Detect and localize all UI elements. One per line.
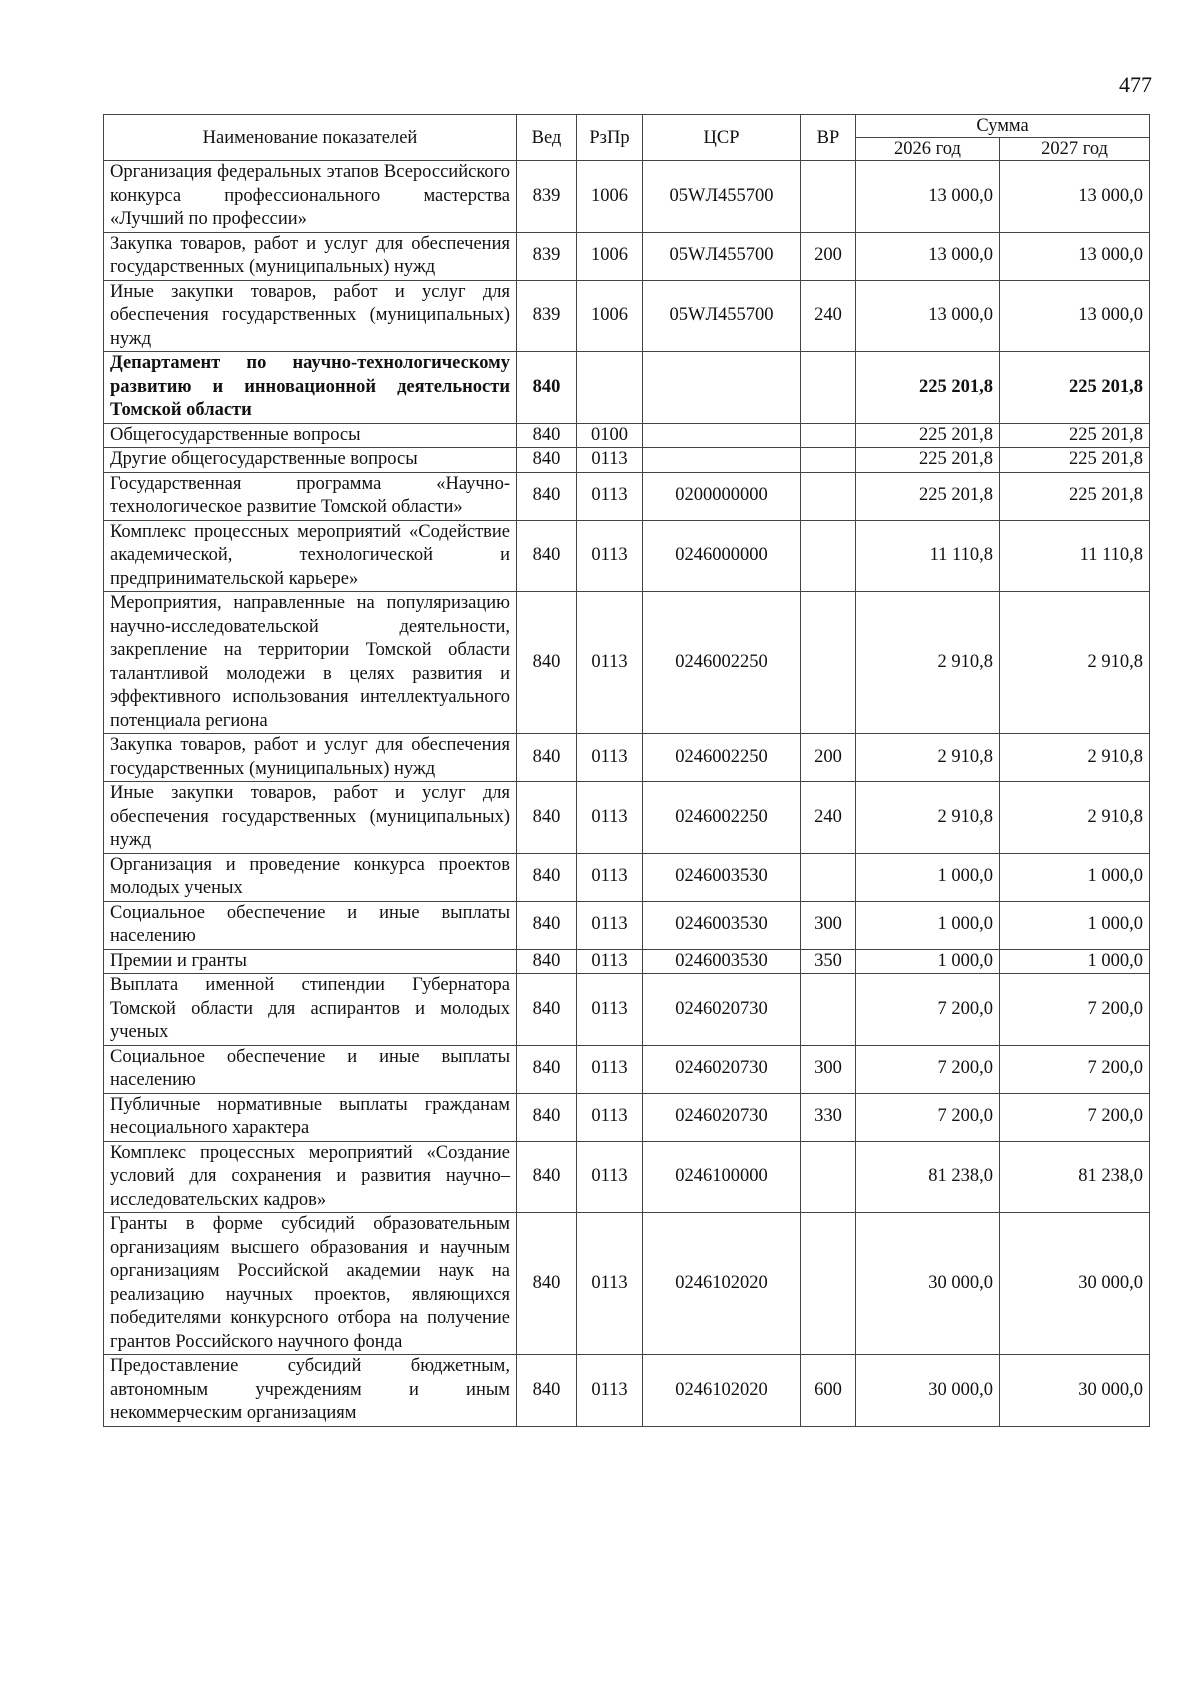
cell-csr: 0200000000 — [643, 472, 801, 520]
cell-name: Комплекс процессных мероприятий «Содействие академической, технологической и предпринимательской карьере» — [104, 520, 517, 592]
cell-vr — [801, 1141, 856, 1213]
cell-sum-2027: 225 201,8 — [1000, 423, 1150, 448]
cell-name: Другие общегосударственные вопросы — [104, 448, 517, 473]
cell-sum-2027: 30 000,0 — [1000, 1355, 1150, 1427]
cell-ved: 840 — [517, 423, 577, 448]
cell-name: Закупка товаров, работ и услуг для обеспечения государственных (муниципальных) нужд — [104, 232, 517, 280]
cell-vr: 240 — [801, 782, 856, 854]
cell-sum-2027: 1 000,0 — [1000, 901, 1150, 949]
cell-name: Гранты в форме субсидий образовательным организациям высшего образования и научным организациям Российской академии наук на реализацию научных проектов, являющихся победителями конкурсного отбора на получение грантов Российского научного фонда — [104, 1213, 517, 1355]
cell-rzpr: 0113 — [577, 1141, 643, 1213]
cell-ved: 840 — [517, 1093, 577, 1141]
cell-name: Премии и гранты — [104, 949, 517, 974]
table-row — [104, 901, 1150, 949]
cell-ved: 840 — [517, 472, 577, 520]
cell-vr — [801, 1213, 856, 1355]
cell-sum-2026: 225 201,8 — [856, 352, 1000, 424]
cell-ved: 840 — [517, 1141, 577, 1213]
cell-ved: 840 — [517, 974, 577, 1046]
cell-sum-2027: 7 200,0 — [1000, 1093, 1150, 1141]
cell-vr: 600 — [801, 1355, 856, 1427]
header-sum: Сумма — [856, 115, 1150, 138]
cell-ved: 840 — [517, 352, 577, 424]
cell-sum-2026: 30 000,0 — [856, 1355, 1000, 1427]
header-year-2027: 2027 год — [1000, 138, 1150, 161]
cell-csr: 0246003530 — [643, 901, 801, 949]
table-row — [104, 1213, 1150, 1355]
cell-name: Предоставление субсидий бюджетным, автономным учреждениям и иным некоммерческим организациям — [104, 1355, 517, 1427]
table-row — [104, 352, 1150, 424]
cell-vr — [801, 161, 856, 233]
cell-csr: 0246102020 — [643, 1355, 801, 1427]
cell-csr: 05WЛ455700 — [643, 161, 801, 233]
table-row — [104, 592, 1150, 734]
cell-ved: 840 — [517, 1213, 577, 1355]
cell-sum-2026: 7 200,0 — [856, 974, 1000, 1046]
cell-ved: 840 — [517, 448, 577, 473]
cell-csr: 0246102020 — [643, 1213, 801, 1355]
cell-sum-2027: 81 238,0 — [1000, 1141, 1150, 1213]
cell-rzpr — [577, 352, 643, 424]
cell-rzpr: 0113 — [577, 1093, 643, 1141]
cell-name: Публичные нормативные выплаты гражданам несоциального характера — [104, 1093, 517, 1141]
header-name: Наименование показателей — [104, 115, 517, 161]
cell-rzpr: 0113 — [577, 592, 643, 734]
cell-rzpr: 0100 — [577, 423, 643, 448]
cell-ved: 839 — [517, 161, 577, 233]
cell-name: Департамент по научно-технологическому развитию и инновационной деятельности Томской области — [104, 352, 517, 424]
table-row — [104, 782, 1150, 854]
cell-rzpr: 0113 — [577, 949, 643, 974]
cell-csr — [643, 448, 801, 473]
cell-rzpr: 1006 — [577, 280, 643, 352]
cell-sum-2026: 81 238,0 — [856, 1141, 1000, 1213]
cell-rzpr: 1006 — [577, 161, 643, 233]
cell-rzpr: 0113 — [577, 974, 643, 1046]
header-rzpr: РзПр — [577, 115, 643, 161]
cell-sum-2026: 7 200,0 — [856, 1093, 1000, 1141]
cell-csr — [643, 423, 801, 448]
cell-rzpr: 1006 — [577, 232, 643, 280]
header-vr: ВР — [801, 115, 856, 161]
table-row — [104, 1355, 1150, 1427]
cell-ved: 840 — [517, 1355, 577, 1427]
table-body — [104, 161, 1150, 1427]
cell-name: Закупка товаров, работ и услуг для обеспечения государственных (муниципальных) нужд — [104, 734, 517, 782]
cell-sum-2027: 7 200,0 — [1000, 974, 1150, 1046]
cell-sum-2026: 1 000,0 — [856, 853, 1000, 901]
cell-ved: 840 — [517, 520, 577, 592]
header-csr: ЦСР — [643, 115, 801, 161]
cell-name: Организация и проведение конкурса проектов молодых ученых — [104, 853, 517, 901]
cell-sum-2027: 11 110,8 — [1000, 520, 1150, 592]
cell-vr: 300 — [801, 1045, 856, 1093]
cell-sum-2026: 225 201,8 — [856, 472, 1000, 520]
table-row — [104, 520, 1150, 592]
cell-sum-2027: 1 000,0 — [1000, 853, 1150, 901]
table-row — [104, 949, 1150, 974]
cell-rzpr: 0113 — [577, 472, 643, 520]
cell-sum-2027: 13 000,0 — [1000, 232, 1150, 280]
cell-ved: 839 — [517, 232, 577, 280]
cell-name: Организация федеральных этапов Всероссийского конкурса профессионального мастерства «Лучший по профессии» — [104, 161, 517, 233]
cell-name: Выплата именной стипендии Губернатора Томской области для аспирантов и молодых ученых — [104, 974, 517, 1046]
cell-csr: 0246002250 — [643, 734, 801, 782]
cell-csr: 0246100000 — [643, 1141, 801, 1213]
cell-sum-2027: 2 910,8 — [1000, 782, 1150, 854]
cell-vr: 240 — [801, 280, 856, 352]
cell-vr — [801, 974, 856, 1046]
cell-ved: 840 — [517, 853, 577, 901]
header-year-2026: 2026 год — [856, 138, 1000, 161]
table-row — [104, 232, 1150, 280]
cell-name: Комплекс процессных мероприятий «Создание условий для сохранения и развития научно–исследовательских кадров» — [104, 1141, 517, 1213]
cell-vr: 330 — [801, 1093, 856, 1141]
cell-vr: 350 — [801, 949, 856, 974]
budget-table — [103, 114, 1150, 1427]
cell-rzpr: 0113 — [577, 782, 643, 854]
cell-rzpr: 0113 — [577, 734, 643, 782]
cell-sum-2026: 225 201,8 — [856, 448, 1000, 473]
cell-rzpr: 0113 — [577, 1045, 643, 1093]
table-row — [104, 448, 1150, 473]
cell-name: Мероприятия, направленные на популяризацию научно-исследовательской деятельности, закрепление на территории Томской области талантливой молодежи в целях развития и эффективного использования интеллектуального потенциала региона — [104, 592, 517, 734]
table-row — [104, 734, 1150, 782]
cell-csr: 05WЛ455700 — [643, 280, 801, 352]
cell-ved: 840 — [517, 592, 577, 734]
cell-rzpr: 0113 — [577, 901, 643, 949]
cell-name: Общегосударственные вопросы — [104, 423, 517, 448]
cell-sum-2027: 2 910,8 — [1000, 734, 1150, 782]
table-row — [104, 853, 1150, 901]
cell-sum-2026: 11 110,8 — [856, 520, 1000, 592]
cell-sum-2027: 225 201,8 — [1000, 448, 1150, 473]
cell-name: Иные закупки товаров, работ и услуг для обеспечения государственных (муниципальных) нужд — [104, 280, 517, 352]
cell-rzpr: 0113 — [577, 1355, 643, 1427]
cell-csr: 0246020730 — [643, 1093, 801, 1141]
cell-ved: 840 — [517, 901, 577, 949]
cell-sum-2027: 2 910,8 — [1000, 592, 1150, 734]
cell-name: Государственная программа «Научно-технологическое развитие Томской области» — [104, 472, 517, 520]
cell-sum-2026: 2 910,8 — [856, 592, 1000, 734]
header-ved: Вед — [517, 115, 577, 161]
cell-rzpr: 0113 — [577, 448, 643, 473]
cell-csr: 0246002250 — [643, 782, 801, 854]
cell-csr: 0246003530 — [643, 949, 801, 974]
table-row — [104, 974, 1150, 1046]
cell-sum-2027: 7 200,0 — [1000, 1045, 1150, 1093]
table-row — [104, 280, 1150, 352]
cell-ved: 840 — [517, 782, 577, 854]
cell-ved: 839 — [517, 280, 577, 352]
page-number: 477 — [1119, 72, 1152, 97]
cell-name: Иные закупки товаров, работ и услуг для обеспечения государственных (муниципальных) нужд — [104, 782, 517, 854]
cell-sum-2027: 225 201,8 — [1000, 472, 1150, 520]
table-row — [104, 1093, 1150, 1141]
cell-sum-2026: 2 910,8 — [856, 734, 1000, 782]
cell-csr: 0246020730 — [643, 1045, 801, 1093]
cell-vr: 300 — [801, 901, 856, 949]
cell-csr: 0246003530 — [643, 853, 801, 901]
cell-rzpr: 0113 — [577, 520, 643, 592]
cell-vr — [801, 592, 856, 734]
table-row — [104, 1045, 1150, 1093]
cell-vr — [801, 352, 856, 424]
table-row — [104, 1141, 1150, 1213]
cell-ved: 840 — [517, 1045, 577, 1093]
cell-vr — [801, 853, 856, 901]
cell-rzpr: 0113 — [577, 853, 643, 901]
cell-sum-2027: 13 000,0 — [1000, 161, 1150, 233]
cell-ved: 840 — [517, 734, 577, 782]
cell-sum-2026: 13 000,0 — [856, 161, 1000, 233]
cell-vr: 200 — [801, 734, 856, 782]
table-row — [104, 423, 1150, 448]
cell-vr — [801, 520, 856, 592]
cell-vr: 200 — [801, 232, 856, 280]
cell-sum-2027: 225 201,8 — [1000, 352, 1150, 424]
cell-rzpr: 0113 — [577, 1213, 643, 1355]
cell-sum-2026: 2 910,8 — [856, 782, 1000, 854]
cell-sum-2026: 225 201,8 — [856, 423, 1000, 448]
cell-sum-2026: 1 000,0 — [856, 901, 1000, 949]
cell-sum-2027: 30 000,0 — [1000, 1213, 1150, 1355]
cell-sum-2026: 30 000,0 — [856, 1213, 1000, 1355]
cell-name: Социальное обеспечение и иные выплаты населению — [104, 901, 517, 949]
cell-csr: 05WЛ455700 — [643, 232, 801, 280]
cell-sum-2026: 1 000,0 — [856, 949, 1000, 974]
cell-sum-2026: 13 000,0 — [856, 232, 1000, 280]
cell-vr — [801, 423, 856, 448]
cell-sum-2027: 1 000,0 — [1000, 949, 1150, 974]
cell-sum-2027: 13 000,0 — [1000, 280, 1150, 352]
table-row — [104, 161, 1150, 233]
cell-csr: 0246002250 — [643, 592, 801, 734]
cell-vr — [801, 448, 856, 473]
cell-sum-2026: 7 200,0 — [856, 1045, 1000, 1093]
cell-csr — [643, 352, 801, 424]
cell-name: Социальное обеспечение и иные выплаты населению — [104, 1045, 517, 1093]
cell-csr: 0246000000 — [643, 520, 801, 592]
cell-sum-2026: 13 000,0 — [856, 280, 1000, 352]
table-row — [104, 472, 1150, 520]
cell-vr — [801, 472, 856, 520]
cell-ved: 840 — [517, 949, 577, 974]
cell-csr: 0246020730 — [643, 974, 801, 1046]
